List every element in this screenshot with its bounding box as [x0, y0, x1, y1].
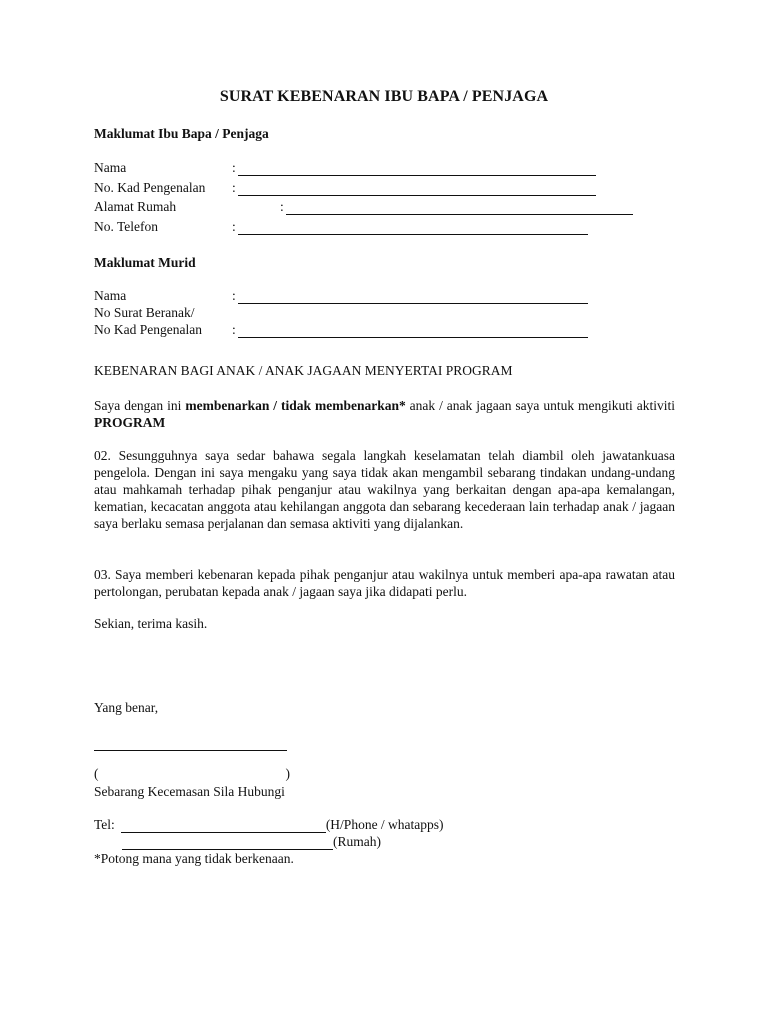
parent-ic-label: No. Kad Pengenalan [94, 180, 206, 195]
parent-name-label: Nama [94, 160, 127, 175]
parent-info-heading: Maklumat Ibu Bapa / Penjaga [94, 126, 269, 141]
student-name-field[interactable]: : [232, 288, 588, 304]
home-address-label: Alamat Rumah [94, 199, 177, 214]
student-ic-label: No Kad Pengenalan [94, 322, 202, 337]
tel-handphone-row[interactable] [94, 817, 444, 833]
student-name-label: Nama [94, 288, 127, 303]
yang-benar-text: Yang benar, [94, 700, 159, 715]
permission-heading: KEBENARAN BAGI ANAK / ANAK JAGAAN MENYERTAI PROGRAM [94, 363, 513, 378]
tel-label: Tel: [94, 817, 115, 832]
home-address-field[interactable]: : [280, 199, 633, 215]
phone-field[interactable]: : [232, 219, 588, 235]
treatment-paragraph: 03. Saya memberi kebenaran kepada pihak penganjur atau wakilnya untuk memberi apa-apa rawatan atau pertolongan, perubatan kepada anak / jagaan saya jika didapati perlu. [94, 567, 675, 599]
birth-cert-label: No Surat Beranak/ [94, 305, 195, 320]
student-info-heading: Maklumat Murid [94, 255, 196, 270]
tel-home-row[interactable] [122, 834, 381, 850]
consent-options: membenarkan / tidak membenarkan* [185, 398, 406, 413]
parent-name-field[interactable]: : [232, 160, 596, 176]
safety-paragraph: 02. Sesungguhnya saya sedar bahawa segala langkah keselamatan telah diambil oleh jawatankuasa pengelola. Dengan ini saya mengaku yang saya tidak akan mengambil sebarang tindakan undang-undang atau mahkamah terhadap pihak penganjur atau wakilnya yang berkaitan dengan apa-apa kemalangan, kematian, kecacatan anggota atau kehilangan anggota dan sebarang kecederaan lain terhadap anak / jagaan saya berlaku semasa perjalanan dan semasa aktiviti yang dijalankan. [94, 448, 675, 531]
parent-ic-field[interactable]: : [232, 180, 596, 196]
student-ic-field[interactable]: : [232, 322, 588, 338]
home-suffix: (Rumah) [333, 834, 381, 849]
signature-name-parentheses[interactable]: ( ) [94, 766, 290, 781]
emergency-contact-text: Sebarang Kecemasan Sila Hubungi [94, 784, 285, 799]
program-name: PROGRAM [94, 415, 166, 430]
signature-line[interactable] [94, 750, 287, 751]
phone-label: No. Telefon [94, 219, 159, 234]
handphone-suffix: (H/Phone / whatapps) [325, 817, 444, 832]
footnote-text: *Potong mana yang tidak berkenaan. [94, 851, 294, 866]
document-title: SURAT KEBENARAN IBU BAPA / PENJAGA [219, 88, 549, 105]
consent-paragraph: Saya dengan ini membenarkan / tidak membenarkan* anak / anak jagaan saya untuk mengikuti aktiviti PROGRAM [94, 398, 675, 430]
closing-text: Sekian, terima kasih. [94, 616, 208, 631]
